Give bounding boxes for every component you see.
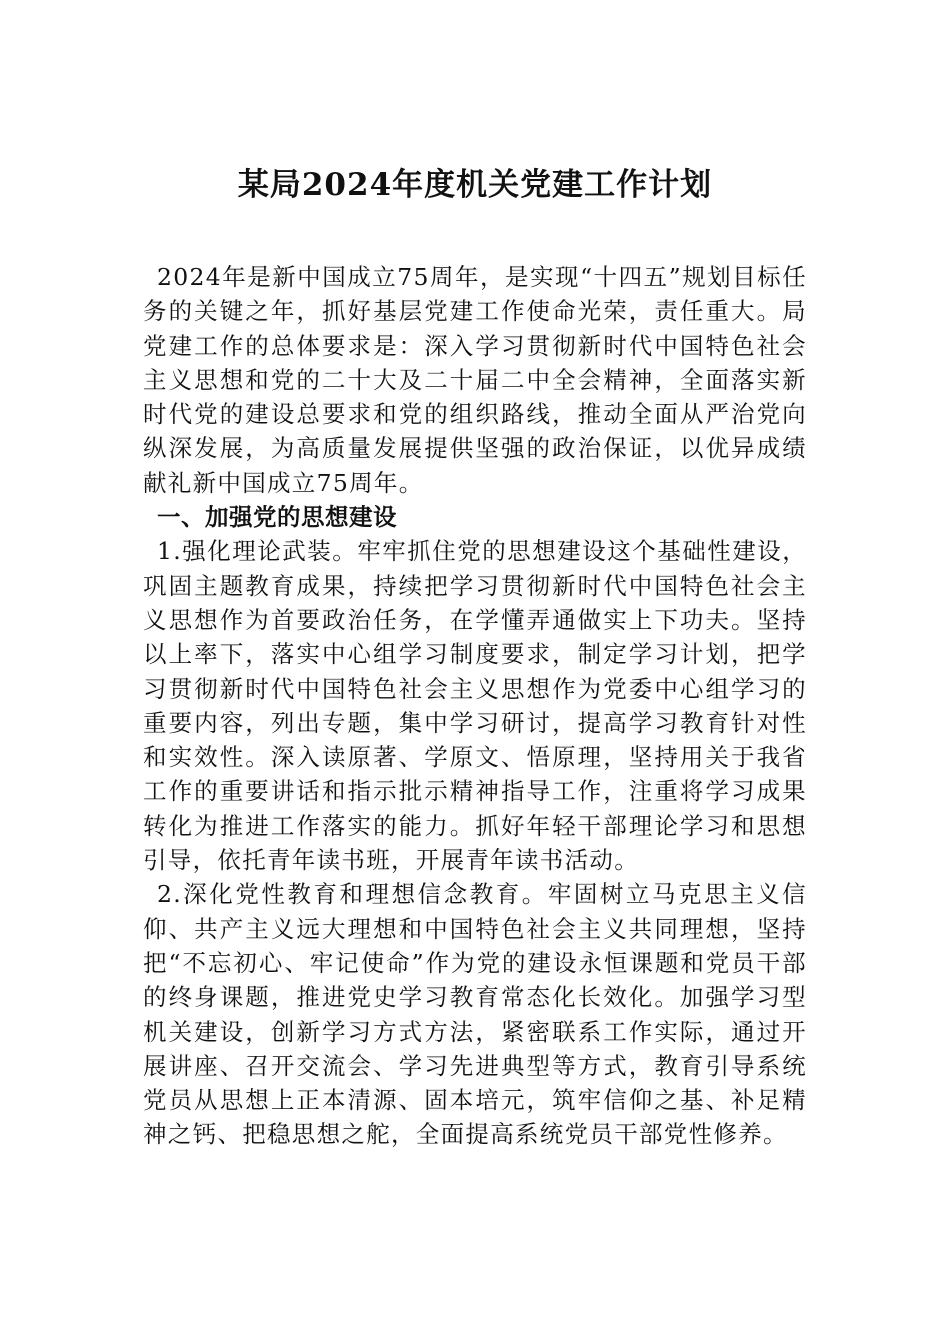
section-paragraph-2: 2.深化党性教育和理想信念教育。牢固树立马克思主义信仰、共产主义远大理想和中国特色社会主义共同理想，坚持把“不忘初心、牢记使命”作为党的建设永恒课题和党员干部的终身课题，推进党史学习教育常态化长效化。加强学习型机关建设，创新学习方式方法，紧密联系工作实际，通过开展讲座、召开交流会、学习先进典型等方式，教育引导系统党员从思想上正本清源、固本培元，筑牢信仰之基、补足精神之钙、把稳思想之舵，全面提高系统党员干部党性修养。 (143, 880, 807, 1149)
section-heading: 一、加强党的思想建设 (157, 503, 397, 532)
document-title: 某局2024年度机关党建工作计划 (237, 167, 713, 203)
section-1 (143, 500, 807, 1152)
document-body (143, 260, 807, 1152)
intro-paragraph: 2024年是新中国成立75周年，是实现“十四五”规划目标任务的关键之年，抓好基层党建工作使命光荣，责任重大。局党建工作的总体要求是：深入学习贯彻新时代中国特色社会主义思想和党的二十大及二十届二中全会精神，全面落实新时代党的建设总要求和党的组织路线，推动全面从严治党向纵深发展，为高质量发展提供坚强的政治保证，以优异成绩献礼新中国成立75周年。 (143, 263, 807, 497)
section-paragraph-1: 1.强化理论武装。牢牢抓住党的思想建设这个基础性建设，巩固主题教育成果，持续把学习贯彻新时代中国特色社会主义思想作为首要政治任务，在学懂弄通做实上下功夫。坚持以上率下，落实中心组学习制度要求，制定学习计划，把学习贯彻新时代中国特色社会主义思想作为党委中心组学习的重要内容，列出专题，集中学习研讨，提高学习教育针对性和实效性。深入读原著、学原文、悟原理，坚持用关于我省工作的重要讲话和指示批示精神指导工作，注重将学习成果转化为推进工作落实的能力。抓好年轻干部理论学习和思想引导，依托青年读书班，开展青年读书活动。 (143, 537, 807, 875)
